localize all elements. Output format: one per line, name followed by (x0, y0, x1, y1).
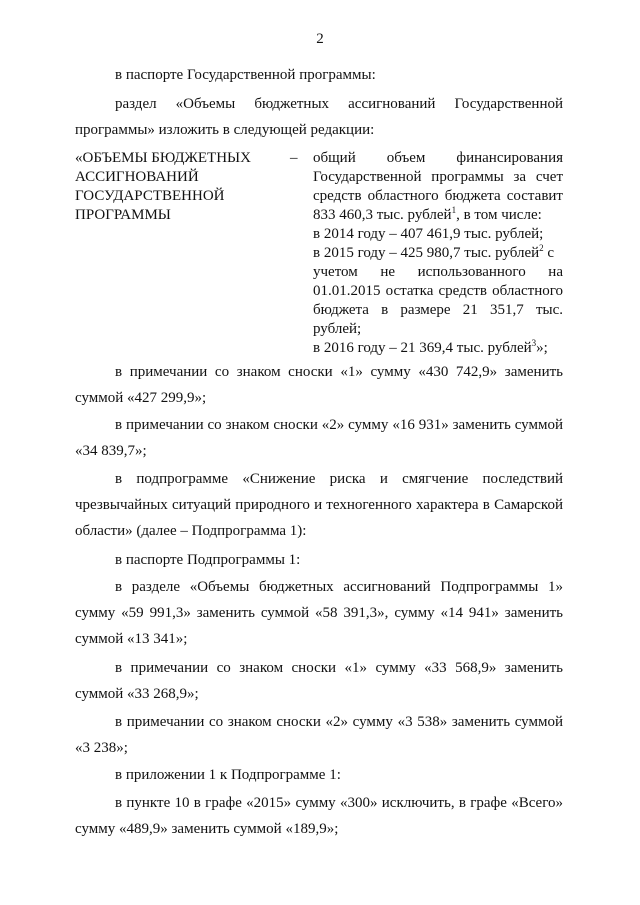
heading-line: ПРОГРАММЫ (75, 207, 171, 223)
paragraph-subprogram-volumes: в разделе «Объемы бюджетных ассигнований Подпрограммы 1» сумму «59 991,3» заменить суммой «58 391,3», сумму «14 941» заменить суммой «13 341»; (75, 579, 563, 647)
text-line (313, 206, 563, 225)
paragraph-subprogram-passport: в паспорте Подпрограммы 1: (115, 552, 301, 568)
heading-line: АССИГНОВАНИЙ (75, 169, 199, 185)
text-line: Государственной программы за счет (313, 169, 563, 185)
paragraph-footnote-1: в примечании со знаком сноски «1» сумму «430 742,9» заменить суммой «427 299,9»; (75, 364, 563, 406)
table-dash: – (290, 150, 298, 166)
paragraph-passport-program: в паспорте Государственной программы: (115, 67, 376, 83)
text-fragment: в 2015 году – 425 980,7 тыс. рублей (313, 245, 540, 261)
text-fragment: , в том числе: (456, 207, 542, 223)
heading-line: ГОСУДАРСТВЕННОЙ (75, 188, 225, 204)
table-right-text (313, 149, 563, 358)
paragraph-footnote-2: в примечании со знаком сноски «2» сумму «16 931» заменить суммой «34 839,7»; (75, 417, 563, 459)
paragraph-appendix-1: в приложении 1 к Подпрограмме 1: (115, 767, 341, 783)
paragraph-subprogram-1: в подпрограмме «Снижение риска и смягчение последствий чрезвычайных ситуаций природного и техногенного характера в Самарской области» (далее – Подпрограмма 1): (75, 471, 563, 539)
text-line: рублей; (313, 321, 362, 337)
paragraph-item-10: в пункте 10 в графе «2015» сумму «300» исключить, в графе «Всего» сумму «489,9» заменить суммой «189,9»; (75, 795, 563, 837)
text-fragment: 833 460,3 тыс. рублей (313, 207, 452, 223)
heading-line: «ОБЪЕМЫ БЮДЖЕТНЫХ (75, 150, 251, 166)
footnote-mark: 3 (531, 338, 537, 348)
text-fragment: с (543, 245, 555, 261)
text-line (313, 339, 563, 358)
paragraph-subprogram-footnote-2: в примечании со знаком сноски «2» сумму «3 538» заменить суммой «3 238»; (75, 714, 563, 756)
paragraph-subprogram-footnote-1: в примечании со знаком сноски «1» сумму «33 568,9» заменить суммой «33 268,9»; (75, 660, 563, 702)
text-line: учетом не использованного на (313, 264, 563, 280)
text-line: общий объем финансирования (313, 150, 563, 166)
footnote-mark: 1 (451, 205, 457, 215)
footnote-mark: 2 (539, 243, 544, 253)
paragraph-section-volumes: раздел «Объемы бюджетных ассигнований Государственной программы» изложить в следующей редакции: (75, 96, 563, 138)
text-fragment: »; (536, 340, 548, 356)
page-number: 2 (316, 31, 324, 47)
text-fragment: в 2016 году – 21 369,4 тыс. рублей (313, 340, 532, 356)
text-line: в 2014 году – 407 461,9 тыс. рублей; (313, 226, 544, 242)
text-line: 01.01.2015 остатка средств областного (313, 283, 563, 299)
text-line: средств областного бюджета составит (313, 188, 563, 204)
text-line (313, 244, 563, 263)
text-line: бюджета в размере 21 351,7 тыс. (313, 302, 563, 318)
table-left-heading (75, 149, 280, 225)
